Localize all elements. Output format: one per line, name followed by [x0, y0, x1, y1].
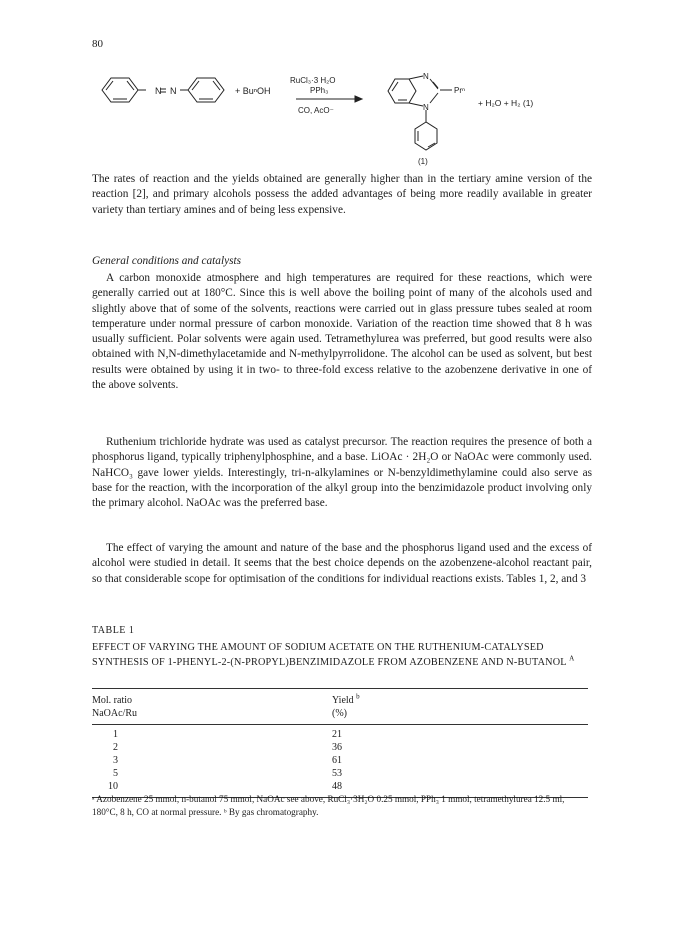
reaction-scheme [0, 48, 680, 170]
cell-ratio: 10 [108, 781, 118, 792]
scheme-reagent-catalyst: RuCl₃·3 H₂O [290, 76, 336, 85]
paragraph-conditions: A carbon monoxide atmosphere and high temperatures are required for these reactions, which were generally carried out at 180°C. Since this is well above the boiling point of many of the alcohols used and slightly above that of some of the solvents, reactions were carried out in glass pressure tubes sealed at room temperature under normal pressure of carbon monoxide. Variation of the reaction time showed that 8 h was usually sufficient. Polar solvents were again used. Tetramethylurea was preferred, but good results were also obtained with N,N-dimethylacetamide and N-methylpyrrolidone. The alcohol can be used as solvent, but best results were obtained by using it in two- to three-fold excess relative to the azobenzene derivative in one of the above solvents. [92, 272, 592, 392]
scheme-byproducts: + H₂O + H₂ (1) [478, 98, 534, 108]
table-caption-mark: A [569, 654, 575, 663]
header-yield-text: Yield [332, 695, 354, 706]
header-yield-line1 [332, 689, 588, 708]
table-caption [92, 641, 592, 670]
cell-ratio: 5 [113, 768, 118, 779]
header-mol-ratio-line1: Mol. ratio [92, 689, 332, 708]
table-row [92, 754, 588, 767]
data-table [92, 688, 588, 798]
scheme-n2: N [423, 103, 429, 112]
table-row [92, 767, 588, 780]
table-row [92, 725, 588, 742]
paragraph-intro: The rates of reaction and the yields obtained are generally higher than in the tertiary amine version of the reaction [2], and primary alcohols possess the added advantages of being more readily available in greater variety than tertiary amines and of being less expensive. [92, 173, 592, 216]
table-label: TABLE 1 [92, 625, 135, 636]
header-yield-mark: b [356, 692, 360, 701]
paragraph-ligand-effect: The effect of varying the amount and nature of the base and the phosphorus ligand used and the excess of alcohol were studied in detail. It seems that the best choice depends on the azobenzene-alcohol reactant pair, so that considerable scope for optimisation of the conditions for individual reactions exists. Tables 1, 2, and 3 [92, 542, 592, 585]
svg-text:N: N [170, 86, 177, 96]
scheme-substituent: Prⁿ [454, 86, 465, 95]
cell-yield: 48 [332, 780, 588, 798]
cell-ratio: 3 [113, 755, 118, 766]
table-caption-text: EFFECT OF VARYING THE AMOUNT OF SODIUM ACETATE ON THE RUTHENIUM-CATALYSED SYNTHESIS OF 1-PHENYL-2-(N-PROPYL)BENZIMIDAZOLE FROM AZOBENZENE AND N-BUTANOL [92, 642, 567, 668]
scheme-conditions: CO, AcO⁻ [298, 106, 334, 115]
scheme-n1: N [423, 72, 429, 81]
page-number: 80 [92, 38, 103, 50]
svg-text:N: N [155, 86, 162, 96]
scheme-reagent-ligand: PPh₃ [310, 86, 329, 95]
table-row [92, 741, 588, 754]
cell-yield: 36 [332, 742, 342, 753]
cell-yield: 53 [332, 768, 342, 779]
paragraph-catalyst: Ruthenium trichloride hydrate was used as catalyst precursor. The reaction requires the presence of both a phosphorus ligand, typically triphenylphosphine, and a base. LiOAc · 2H₂O or NaOAc were commonly used. NaHCO₃ gave lower yields. Interestingly, tri-n-alkylamines or N-benzyldimethylamine could also serve as base for the reaction, with the incorporation of the alkyl group into the benzimidazole product involving only the primary alcohol. NaOAc was the preferred base. [92, 436, 592, 510]
section-heading: General conditions and catalysts [92, 255, 242, 267]
table-footnote: ᵃ Azobenzene 25 mmol, n-butanol 75 mmol, NaOAc see above, RuCl₃·3H₂O 0.25 mmol, PPh₃ 1 mmol, tetramethylurea 12.5 ml, 180°C, 8 h, CO at normal pressure. ᵇ By gas chromatography. [92, 794, 565, 817]
cell-yield: 21 [332, 729, 342, 740]
header-yield-line2: (%) [332, 707, 588, 725]
header-mol-ratio-line2: NaOAc/Ru [92, 707, 332, 725]
cell-yield: 61 [332, 755, 342, 766]
scheme-alcohol: + BuⁿOH [235, 86, 271, 96]
cell-ratio: 2 [113, 742, 118, 753]
azobenzene-ring-right [188, 78, 224, 102]
cell-ratio: 1 [113, 729, 118, 740]
scheme-compound-label: (1) [418, 157, 428, 166]
azobenzene-ring-left [102, 78, 138, 102]
